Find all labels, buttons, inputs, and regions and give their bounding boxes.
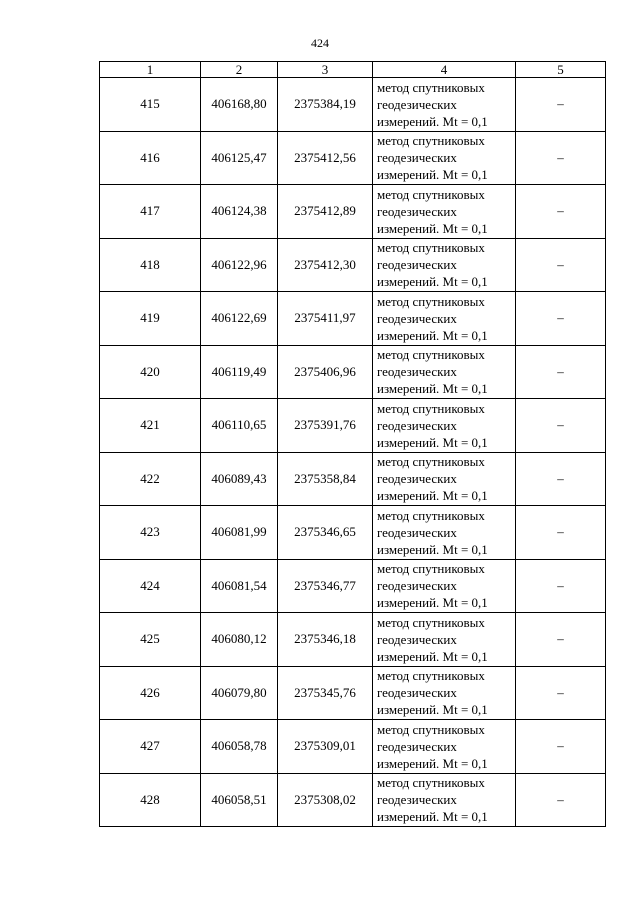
x-coordinate-cell: 406122,69 [201,292,278,346]
method-text-line2: геодезических [377,738,457,754]
method-cell [373,773,516,827]
x-coordinate-cell: 406081,54 [201,559,278,613]
method-text-line1: метод спутниковых [377,133,485,149]
method-text-line3: измерений. Mt = 0,1 [377,381,488,397]
column-5-cell: – [516,131,606,185]
point-number-cell: 425 [100,613,201,667]
point-number-cell: 420 [100,345,201,399]
method-text-line1: метод спутниковых [377,561,485,577]
x-coordinate-cell: 406058,78 [201,720,278,774]
method-text-line1: метод спутниковых [377,454,485,470]
column-5-cell: – [516,773,606,827]
method-text-line1: метод спутниковых [377,347,485,363]
method-text-line1: метод спутниковых [377,668,485,684]
point-number-cell: 423 [100,506,201,560]
method-text-line3: измерений. Mt = 0,1 [377,274,488,290]
table-row [100,559,606,613]
method-text-line1: метод спутниковых [377,240,485,256]
method-text-line3: измерений. Mt = 0,1 [377,113,488,129]
table-row [100,345,606,399]
method-text-line2: геодезических [377,203,457,219]
method-text-line1: метод спутниковых [377,507,485,523]
x-coordinate-cell: 406089,43 [201,452,278,506]
method-cell [373,78,516,132]
y-coordinate-cell: 2375412,30 [278,238,373,292]
column-5-cell: – [516,238,606,292]
table-row [100,78,606,132]
method-text-line2: геодезических [377,578,457,594]
point-number-cell: 426 [100,666,201,720]
y-coordinate-cell: 2375346,65 [278,506,373,560]
method-text-line3: измерений. Mt = 0,1 [377,220,488,236]
method-cell [373,399,516,453]
y-coordinate-cell: 2375412,56 [278,131,373,185]
y-coordinate-cell: 2375346,18 [278,613,373,667]
method-text-line3: измерений. Mt = 0,1 [377,809,488,825]
table-row [100,238,606,292]
header-col-4: 4 [373,62,516,78]
method-text-line1: метод спутниковых [377,293,485,309]
column-5-cell: – [516,506,606,560]
method-text-line3: измерений. Mt = 0,1 [377,702,488,718]
point-number-cell: 421 [100,399,201,453]
table-row [100,131,606,185]
x-coordinate-cell: 406122,96 [201,238,278,292]
header-col-2: 2 [201,62,278,78]
x-coordinate-cell: 406079,80 [201,666,278,720]
y-coordinate-cell: 2375346,77 [278,559,373,613]
method-text-line3: измерений. Mt = 0,1 [377,595,488,611]
table-row [100,613,606,667]
header-row [100,62,606,78]
method-text-line3: измерений. Mt = 0,1 [377,755,488,771]
method-text-line3: измерений. Mt = 0,1 [377,327,488,343]
column-5-cell: – [516,78,606,132]
method-text-line2: геодезических [377,96,457,112]
method-text-line2: геодезических [377,417,457,433]
method-text-line2: геодезических [377,792,457,808]
method-text-line2: геодезических [377,471,457,487]
method-cell [373,506,516,560]
x-coordinate-cell: 406080,12 [201,613,278,667]
x-coordinate-cell: 406058,51 [201,773,278,827]
point-number-cell: 428 [100,773,201,827]
method-cell [373,131,516,185]
table-row [100,185,606,239]
column-5-cell: – [516,399,606,453]
table-body [100,78,606,827]
y-coordinate-cell: 2375412,89 [278,185,373,239]
column-5-cell: – [516,613,606,667]
method-text-line2: геодезических [377,685,457,701]
column-5-cell: – [516,292,606,346]
column-5-cell: – [516,452,606,506]
method-text-line1: метод спутниковых [377,79,485,95]
method-text-line3: измерений. Mt = 0,1 [377,541,488,557]
x-coordinate-cell: 406168,80 [201,78,278,132]
table-row [100,720,606,774]
method-text-line3: измерений. Mt = 0,1 [377,167,488,183]
method-cell [373,666,516,720]
table-row [100,452,606,506]
x-coordinate-cell: 406125,47 [201,131,278,185]
header-col-5: 5 [516,62,606,78]
method-cell [373,345,516,399]
column-5-cell: – [516,666,606,720]
point-number-cell: 424 [100,559,201,613]
method-text-line2: геодезических [377,257,457,273]
point-number-cell: 418 [100,238,201,292]
y-coordinate-cell: 2375358,84 [278,452,373,506]
x-coordinate-cell: 406124,38 [201,185,278,239]
point-number-cell: 427 [100,720,201,774]
method-text-line2: геодезических [377,364,457,380]
method-text-line1: метод спутниковых [377,186,485,202]
method-cell [373,238,516,292]
header-col-3: 3 [278,62,373,78]
page-number: 424 [311,36,329,50]
method-text-line1: метод спутниковых [377,775,485,791]
table-row [100,399,606,453]
point-number-cell: 416 [100,131,201,185]
column-5-cell: – [516,185,606,239]
method-text-line2: геодезических [377,310,457,326]
method-cell [373,452,516,506]
method-text-line2: геодезических [377,631,457,647]
column-5-cell: – [516,720,606,774]
method-text-line1: метод спутниковых [377,400,485,416]
coordinates-table [99,61,606,827]
method-cell [373,559,516,613]
y-coordinate-cell: 2375308,02 [278,773,373,827]
method-cell [373,185,516,239]
method-text-line3: измерений. Mt = 0,1 [377,488,488,504]
x-coordinate-cell: 406119,49 [201,345,278,399]
x-coordinate-cell: 406110,65 [201,399,278,453]
point-number-cell: 415 [100,78,201,132]
y-coordinate-cell: 2375345,76 [278,666,373,720]
y-coordinate-cell: 2375391,76 [278,399,373,453]
method-text-line1: метод спутниковых [377,721,485,737]
method-cell [373,613,516,667]
point-number-cell: 422 [100,452,201,506]
point-number-cell: 419 [100,292,201,346]
point-number-cell: 417 [100,185,201,239]
table-row [100,666,606,720]
header-col-1: 1 [100,62,201,78]
method-cell [373,292,516,346]
y-coordinate-cell: 2375309,01 [278,720,373,774]
method-text-line3: измерений. Mt = 0,1 [377,434,488,450]
column-5-cell: – [516,559,606,613]
table-row [100,292,606,346]
table-row [100,506,606,560]
y-coordinate-cell: 2375406,96 [278,345,373,399]
method-text-line3: измерений. Mt = 0,1 [377,648,488,664]
column-5-cell: – [516,345,606,399]
method-cell [373,720,516,774]
y-coordinate-cell: 2375411,97 [278,292,373,346]
method-text-line2: геодезических [377,150,457,166]
method-text-line1: метод спутниковых [377,614,485,630]
x-coordinate-cell: 406081,99 [201,506,278,560]
y-coordinate-cell: 2375384,19 [278,78,373,132]
table-row [100,773,606,827]
method-text-line2: геодезических [377,524,457,540]
